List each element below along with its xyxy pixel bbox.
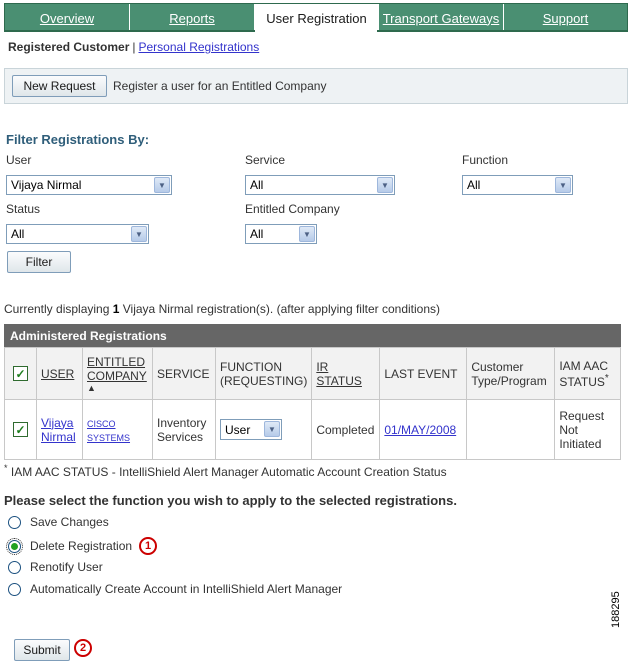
callout-badge: 2 [74,639,92,657]
cell-last-event [380,400,467,460]
status-filter-select[interactable] [6,224,149,244]
col-function: FUNCTION (REQUESTING) [216,348,312,400]
display-suffix: Vijaya Nirmal registration(s). (after applying filter conditions) [122,302,440,316]
entitled-company-filter-select[interactable] [245,224,317,244]
footnote [4,463,447,479]
function-filter-value: All [467,178,481,192]
display-count: 1 [112,302,120,316]
col-last-event: LAST EVENT [380,348,467,400]
col-iam-label: IAM AAC STATUS [559,358,609,389]
user-filter-value: Vijaya Nirmal [11,178,82,192]
option-label: Automatically Create Account in IntelliShield Alert Manager [30,582,343,596]
row-checkbox[interactable]: ✓ [13,422,28,437]
col-iam-aac-status [555,348,621,400]
breadcrumb-separator: | [132,40,136,54]
callout-badge: 1 [139,537,157,555]
entitled-company-filter-label: Entitled Company [245,202,340,216]
footnote-mark: * [4,463,8,473]
option-label: Delete Registration [30,539,133,553]
col-ir-status-label[interactable]: IR STATUS [316,359,362,388]
tab-reports[interactable]: Reports [130,4,255,32]
row-function-select[interactable] [220,419,282,440]
radio-save-changes[interactable] [8,516,21,529]
user-filter-select[interactable] [6,175,172,195]
chevron-down-icon: ▼ [131,226,147,242]
cell-iam-aac-status: Request Not Initiated [555,400,621,460]
service-filter-label: Service [245,153,286,167]
tab-support[interactable]: Support [504,4,627,32]
option-delete-registration[interactable] [8,537,157,555]
status-filter-label: Status [6,202,41,216]
submit-button[interactable]: Submit [14,639,70,661]
filter-title: Filter Registrations By: [6,132,150,147]
service-filter-select[interactable] [245,175,395,195]
function-prompt: Please select the function you wish to apply to the selected registrations. [4,493,457,508]
select-all-cell [5,348,37,400]
cell-function [216,400,312,460]
entitled-company-filter-value: All [250,227,264,241]
figure-id: 188295 [610,591,622,628]
col-service: SERVICE [153,348,216,400]
filter-button[interactable]: Filter [7,251,71,273]
sort-ascending-icon: ▲ [87,382,96,393]
company-link[interactable]: CISCO SYSTEMS [87,418,131,443]
main-nav-tabs [4,3,628,31]
table-header-row [5,348,621,400]
personal-registrations-link[interactable]: Personal Registrations [138,40,260,54]
tab-overview[interactable]: Overview [5,4,130,32]
option-label: Save Changes [30,515,109,529]
radio-renotify-user[interactable] [8,561,21,574]
display-summary [4,302,440,316]
select-all-checkbox[interactable]: ✓ [13,366,28,381]
function-filter-select[interactable] [462,175,573,195]
col-ir-status[interactable] [312,348,380,400]
cell-customer-type [467,400,555,460]
radio-delete-registration[interactable] [8,540,21,553]
cell-user [37,400,83,460]
chevron-down-icon: ▼ [299,226,315,242]
chevron-down-icon: ▼ [154,177,170,193]
chevron-down-icon: ▼ [377,177,393,193]
service-filter-value: All [250,178,264,192]
option-renotify-user[interactable] [8,560,103,574]
cell-ir-status: Completed [312,400,380,460]
active-tab-gap [255,30,377,32]
option-auto-create-account[interactable] [8,582,342,596]
col-user[interactable] [37,348,83,400]
col-customer-type: Customer Type/Program [467,348,555,400]
new-request-description: Register a user for an Entitled Company [113,79,327,93]
status-filter-value: All [11,227,25,241]
breadcrumb [8,40,259,54]
new-request-bar [4,68,628,104]
cell-entitled-company [83,400,153,460]
display-prefix: Currently displaying [4,302,110,316]
table-title: Administered Registrations [4,324,621,347]
table-row [5,400,621,460]
function-filter-label: Function [462,153,509,167]
col-user-label[interactable]: USER [41,366,75,381]
new-request-button[interactable]: New Request [12,75,107,97]
breadcrumb-current: Registered Customer [8,40,130,54]
row-select-cell [5,400,37,460]
last-event-link[interactable]: 01/MAY/2008 [384,422,457,437]
tab-user-registration[interactable]: User Registration [255,4,379,32]
row-function-value: User [225,422,251,437]
footnote-text: IAM AAC STATUS - IntelliShield Alert Manager Automatic Account Creation Status [10,465,447,479]
radio-auto-create-account[interactable] [8,583,21,596]
chevron-down-icon: ▼ [555,177,571,193]
chevron-down-icon: ▼ [264,421,280,437]
option-label: Renotify User [30,560,103,574]
radio-selected-dot [11,543,18,550]
registrations-table [4,347,621,460]
col-entitled-company[interactable] [83,348,153,400]
option-save-changes[interactable] [8,515,109,529]
user-filter-label: User [6,153,32,167]
col-entitled-company-label[interactable]: ENTITLED COMPANY [87,354,147,383]
cell-service: Inventory Services [153,400,216,460]
footnote-mark: * [604,372,609,384]
user-link[interactable]: Vijaya Nirmal [41,415,76,444]
tab-transport-gateways[interactable]: Transport Gateways [379,4,504,32]
